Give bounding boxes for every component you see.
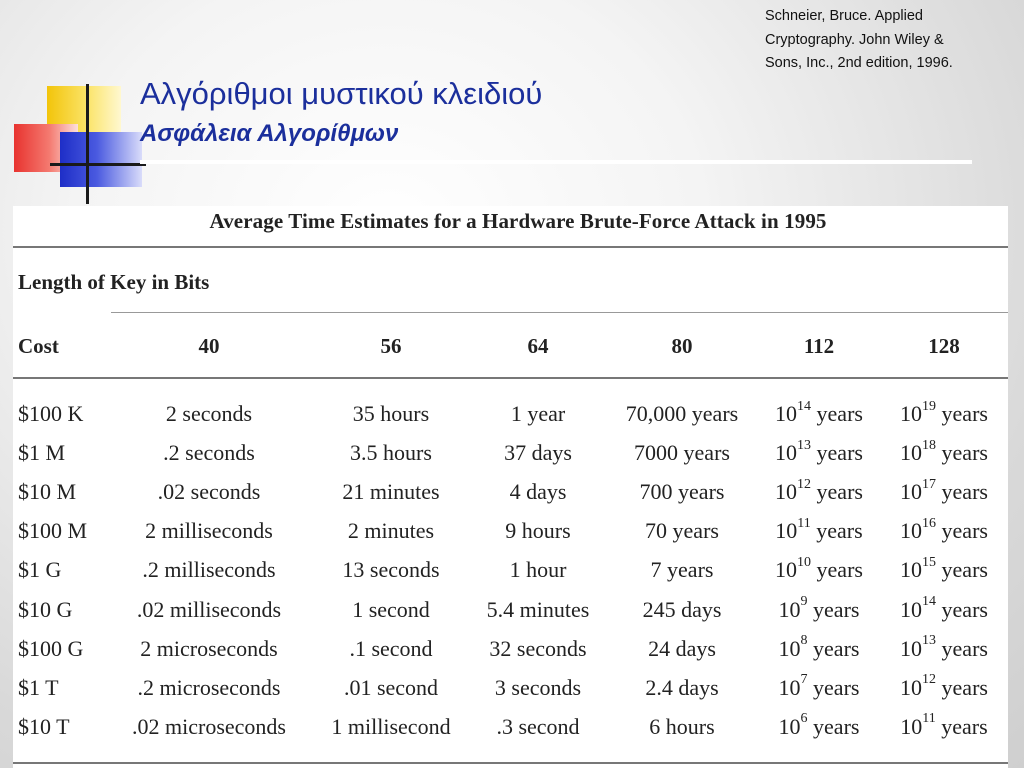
time-cell: 7 years (650, 557, 714, 583)
cost-cell: $10 T (18, 713, 70, 739)
time-cell: $10^{19}$ years (900, 398, 988, 426)
time-cell: 7000 years (634, 440, 730, 466)
key-length-header: 128 (928, 334, 960, 358)
time-cell: 13 seconds (342, 557, 440, 583)
brute-force-table (13, 206, 1008, 768)
time-cell: $10^{17}$ years (900, 476, 988, 505)
cost-cell: $10 G (18, 596, 73, 622)
time-cell: 1 hour (509, 557, 567, 583)
logo-vertical-line (86, 84, 89, 204)
table-row (13, 437, 1008, 478)
time-cell: .2 seconds (163, 440, 255, 466)
time-cell: 1 second (352, 596, 430, 622)
cost-cell: $100 G (18, 635, 84, 661)
time-cell: 32 seconds (489, 635, 587, 661)
time-cell: $10^{18}$ years (900, 437, 988, 466)
time-cell: $10^{14}$ years (775, 398, 863, 426)
table-row (13, 594, 1008, 635)
exponent: 14 (797, 398, 812, 414)
key-length-header: 80 (671, 334, 693, 358)
table-rule-top (13, 246, 1008, 248)
slide-subtitle: Ασφάλεια Αλγορίθμων (140, 120, 399, 147)
time-cell: $10^{12}$ years (900, 672, 988, 700)
unit-word: years (816, 518, 863, 544)
time-cell: .02 seconds (157, 479, 261, 505)
unit-word: years (941, 635, 988, 661)
time-cell: 9 hours (505, 518, 571, 544)
unit-word: years (941, 518, 988, 544)
exponent: 17 (922, 476, 937, 492)
table-row (13, 633, 1008, 674)
unit-word: years (816, 557, 863, 583)
decorative-logo (0, 0, 160, 210)
unit-word: years (813, 596, 860, 622)
logo-blue-square (60, 132, 142, 187)
time-cell: 21 minutes (342, 479, 440, 505)
table-row (13, 711, 1008, 752)
time-cell: .3 second (496, 713, 580, 739)
table-row (13, 557, 1008, 595)
time-cell: 37 days (504, 440, 572, 466)
unit-word: years (813, 713, 860, 739)
exponent: 14 (922, 594, 937, 610)
key-length-heading: Length of Key in Bits (18, 270, 210, 294)
table-rule-header (13, 377, 1008, 379)
table-row (13, 476, 1008, 517)
slide-title: Αλγόριθμοι μυστικού κλειδιού (140, 76, 543, 111)
time-cell: $10^{13}$ years (900, 633, 988, 661)
unit-word: years (941, 713, 988, 739)
time-cell: $10^{15}$ years (900, 555, 988, 583)
time-cell: $10^{12}$ years (775, 476, 863, 505)
time-cell: 2 minutes (347, 518, 435, 544)
time-cell: 2 microseconds (140, 635, 278, 661)
exponent: 13 (797, 437, 812, 453)
unit-word: years (813, 635, 860, 661)
time-cell: 2 milliseconds (145, 518, 273, 544)
unit-word: years (941, 596, 988, 622)
time-cell: 700 years (639, 479, 725, 505)
time-cell: .02 milliseconds (136, 596, 282, 622)
time-cell: 2.4 days (645, 674, 719, 700)
exponent: 9 (800, 594, 808, 610)
time-cell: 1 year (510, 401, 566, 426)
time-cell: $10^9$ years (778, 594, 860, 622)
unit-word: years (816, 440, 863, 466)
exponent: 6 (800, 711, 808, 727)
cost-cell: $1 T (18, 674, 59, 700)
key-length-header: 64 (527, 334, 549, 358)
table-rule-key (111, 312, 1008, 313)
time-cell: $10^{11}$ years (900, 711, 988, 739)
time-cell: 1 millisecond (331, 713, 451, 739)
time-cell: .1 second (349, 635, 433, 661)
time-cell: $10^{11}$ years (775, 515, 863, 544)
unit-word: years (813, 674, 860, 700)
table-row (13, 515, 1008, 556)
time-cell: $10^6$ years (778, 711, 860, 739)
time-cell: $10^8$ years (778, 633, 860, 661)
time-cell: $10^{16}$ years (900, 515, 988, 544)
exponent: 10 (797, 555, 812, 571)
exponent: 13 (922, 633, 937, 649)
key-length-header: 56 (380, 334, 402, 358)
time-cell: $10^{10}$ years (775, 555, 863, 583)
time-cell: .01 second (343, 674, 439, 700)
table-rule-bottom (13, 762, 1008, 764)
exponent: 18 (922, 437, 937, 453)
time-cell: $10^{13}$ years (775, 437, 863, 466)
key-length-header: 40 (198, 334, 220, 358)
citation-text: Schneier, Bruce. Applied Cryptography. John Wiley & Sons, Inc., 2nd edition, 1996. (765, 8, 953, 71)
exponent: 12 (797, 476, 812, 492)
time-cell: 4 days (509, 479, 567, 505)
table-title: Average Time Estimates for a Hardware Brute-Force Attack in 1995 (209, 209, 827, 233)
time-cell: 35 hours (352, 401, 430, 426)
time-cell: $10^7$ years (778, 672, 860, 700)
cost-header: Cost (18, 334, 59, 358)
table-row (13, 398, 1008, 439)
cost-cell: $1 M (18, 440, 66, 466)
unit-word: years (941, 440, 988, 466)
exponent: 12 (922, 672, 937, 688)
unit-word: years (941, 401, 988, 426)
time-cell: 3 seconds (494, 674, 582, 700)
cost-cell: $1 G (18, 557, 62, 583)
exponent: 11 (922, 711, 936, 727)
time-cell: 245 days (642, 596, 722, 622)
table-row (13, 672, 1008, 713)
exponent: 8 (800, 633, 808, 649)
time-cell: 2 seconds (165, 401, 253, 426)
exponent: 11 (797, 515, 811, 531)
exponent: 19 (922, 398, 937, 414)
cost-cell: $100 M (18, 518, 88, 544)
time-cell: 70 years (645, 518, 719, 544)
cost-cell: $10 M (18, 479, 77, 505)
title-rule (140, 160, 972, 164)
time-cell: $10^{14}$ years (900, 594, 988, 622)
time-cell: 3.5 hours (350, 440, 432, 466)
unit-word: years (941, 557, 988, 583)
time-cell: 5.4 minutes (486, 596, 590, 622)
time-cell: .2 milliseconds (142, 557, 276, 583)
unit-word: years (816, 479, 863, 505)
time-cell: 24 days (648, 635, 716, 661)
key-length-header: 112 (803, 334, 835, 358)
time-cell: 6 hours (649, 713, 715, 739)
time-cell: .02 microseconds (132, 713, 286, 739)
exponent: 16 (922, 515, 937, 531)
unit-word: years (941, 674, 988, 700)
exponent: 15 (922, 555, 937, 571)
cost-cell: $100 K (18, 401, 84, 426)
time-cell: .2 microseconds (137, 674, 281, 700)
time-cell: 70,000 years (625, 401, 739, 426)
logo-horizontal-line (50, 163, 146, 166)
unit-word: years (941, 479, 988, 505)
unit-word: years (816, 401, 863, 426)
exponent: 7 (800, 672, 808, 688)
